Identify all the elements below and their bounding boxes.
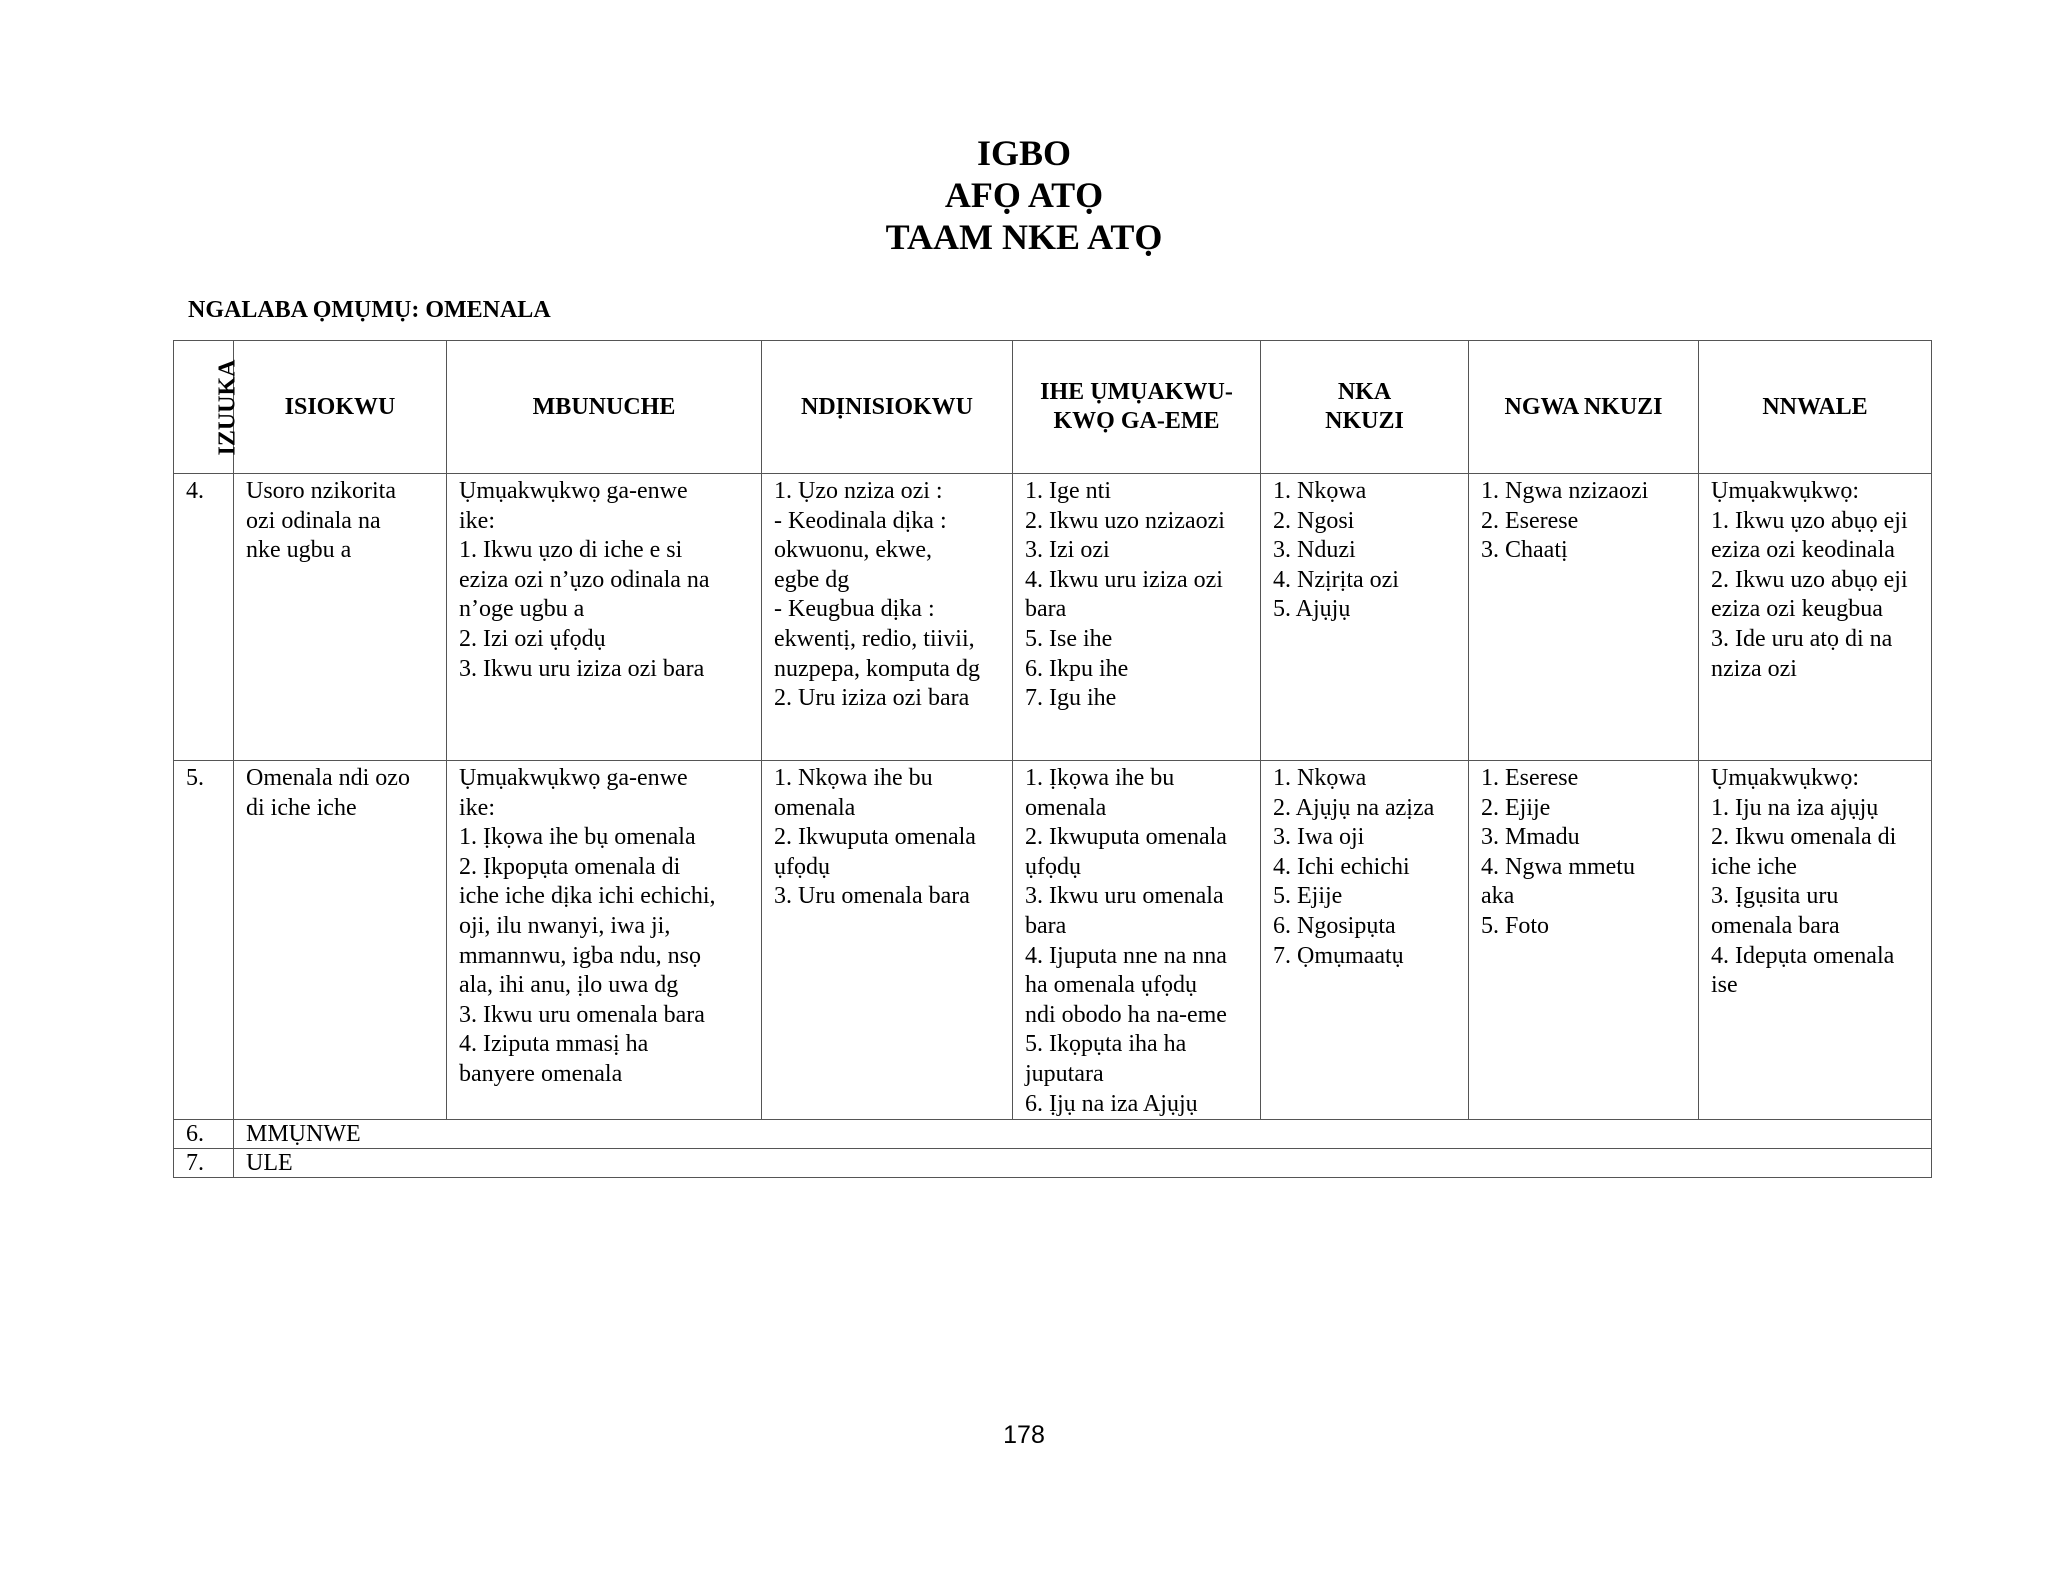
cell-line: bara	[1025, 912, 1067, 939]
cell-line: 1. Ngwa nzizaozi	[1481, 478, 1649, 504]
column-header-nnwale: NNWALE	[1699, 341, 1932, 474]
cell-line: 1. Eserese	[1481, 765, 1579, 791]
cell-line: 5. Ejije	[1273, 883, 1343, 910]
nka-nkuzi-cell	[1261, 474, 1469, 761]
cell-line: 4. Ikwu uru iziza ozi	[1025, 566, 1223, 593]
cell-line: 4. Ijuputa nne na nna	[1025, 942, 1227, 969]
cell-line: egbe dg	[774, 566, 850, 593]
cell-line: omenala	[774, 794, 856, 821]
cell-line: 5. Ise ihe	[1025, 625, 1113, 652]
cell-line: 2. Ajụjụ na azịza	[1273, 794, 1435, 821]
cell-line: ise	[1711, 972, 1738, 999]
cell-line: Usoro nzikorita	[246, 478, 396, 504]
document-title	[0, 132, 2048, 258]
cell-line: eziza ozi keodinala	[1711, 537, 1895, 564]
nnwale-cell	[1699, 474, 1932, 761]
mbunuche-cell	[447, 761, 762, 1120]
column-header-isiokwu: ISIOKWU	[234, 341, 447, 474]
cell-line: ekwentị, redio, tiivii,	[774, 625, 975, 652]
cell-line: omenala	[1025, 794, 1107, 821]
nka-nkuzi-cell	[1261, 761, 1469, 1120]
table-row	[174, 474, 1932, 761]
cell-line: 2. Eserese	[1481, 507, 1579, 534]
cell-line: 6. Ikpu ihe	[1025, 655, 1129, 682]
isiokwu-cell	[234, 761, 447, 1120]
cell-line: 3. Iwa oji	[1273, 824, 1365, 851]
title-line-subject: IGBO	[976, 133, 1072, 173]
cell-line: 2. Izi ozi ụfọdụ	[459, 625, 606, 652]
title-line-year: AFỌ ATỌ	[944, 175, 1104, 215]
cell-line: 1. Ịkọwa ihe bụ omenala	[459, 824, 696, 851]
week-cell: 7.	[174, 1149, 234, 1178]
cell-line: 2. Ịkpopụta omenala di	[459, 853, 681, 880]
column-header-nka-nkuzi: NKA NKUZI	[1261, 341, 1469, 474]
cell-line: 2. Ikwuputa omenala	[1025, 824, 1227, 851]
ihe-umuakwukwo-cell	[1013, 474, 1261, 761]
cell-line: 3. Nduzi	[1273, 537, 1356, 564]
cell-line: 7. Ọmụmaatụ	[1273, 942, 1404, 969]
cell-line: 3. Uru omenala bara	[774, 883, 970, 910]
cell-line: 3. Ikwu uru iziza ozi bara	[459, 655, 705, 682]
cell-line: 3. Ikwu uru omenala	[1025, 883, 1224, 910]
cell-line: ndi obodo ha na-eme	[1025, 1001, 1227, 1028]
cell-line: 4. Idepụta omenala	[1711, 942, 1895, 969]
cell-line: 3. Izi ozi	[1025, 537, 1110, 564]
cell-line: iche iche dịka ichi echichi,	[459, 883, 716, 910]
cell-line: 2. Ikwu uzo abụọ eji	[1711, 566, 1908, 593]
cell-line: iche iche	[1711, 853, 1797, 880]
cell-line: ala, ihi anu, ịlo uwa dg	[459, 972, 679, 999]
ihe-umuakwukwo-cell	[1013, 761, 1261, 1120]
cell-line: bara	[1025, 596, 1067, 623]
cell-line: 3. Ịgụsita uru	[1711, 883, 1839, 910]
cell-line: ụfọdụ	[774, 853, 830, 880]
cell-line: 5. Ajụjụ	[1273, 596, 1351, 623]
ngwa-nkuzi-cell	[1469, 474, 1699, 761]
cell-line: banyere omenala	[459, 1060, 623, 1087]
mbunuche-cell	[447, 474, 762, 761]
isiokwu-cell	[234, 474, 447, 761]
ndinisiokwu-cell	[762, 761, 1013, 1120]
cell-line: di iche iche	[246, 794, 357, 821]
cell-line: n’oge ugbu a	[459, 596, 585, 623]
cell-line: 3. Mmadu	[1481, 824, 1580, 851]
cell-line: 1. Nkọwa	[1273, 765, 1367, 791]
cell-line: nke ugbu a	[246, 537, 352, 564]
cell-line: Ụmụakwụkwọ ga-enwe	[459, 765, 688, 791]
column-header-ihe-umuakwukwo: IHE ỤMỤAKWU- KWỌ GA-EME	[1013, 341, 1261, 474]
column-header-ngwa-nkuzi: NGWA NKUZI	[1469, 341, 1699, 474]
cell-line: mmannwu, igba ndu, nsọ	[459, 942, 701, 969]
cell-line: 1. Ịkọwa ihe bu	[1025, 765, 1175, 791]
cell-line: okwuonu, ekwe,	[774, 537, 932, 564]
cell-line: 6. Ịjụ na iza Ajụjụ	[1025, 1090, 1198, 1117]
cell-line: 1. Nkọwa ihe bu	[774, 765, 933, 791]
cell-line: oji, ilu nwanyi, iwa ji,	[459, 912, 671, 939]
table-header-row	[174, 341, 1932, 474]
cell-line: 2. Ikwuputa omenala	[774, 824, 976, 851]
cell-line: 4. Iziputa mmasị ha	[459, 1031, 649, 1058]
cell-line: Ụmụakwụkwọ:	[1711, 478, 1859, 504]
cell-line: 2. Ikwu omenala di	[1711, 824, 1897, 851]
cell-line: eziza ozi n’ụzo odinala na	[459, 566, 710, 593]
table-row	[174, 761, 1932, 1120]
cell-line: 3. Chaatị	[1481, 537, 1568, 564]
cell-line: 2. Ejije	[1481, 794, 1551, 821]
cell-line: nziza ozi	[1711, 655, 1797, 682]
cell-line: 1. Ụzo nziza ozi :	[774, 478, 943, 504]
cell-line: - Keugbua dịka :	[774, 596, 935, 623]
cell-line: Omenala ndi ozo	[246, 765, 410, 791]
cell-line: ha omenala ụfọdụ	[1025, 972, 1197, 999]
ngwa-nkuzi-cell	[1469, 761, 1699, 1120]
cell-line: 1. Iju na iza ajụjụ	[1711, 794, 1879, 821]
cell-line: 6. Ngosipụta	[1273, 912, 1396, 939]
cell-line: juputara	[1025, 1060, 1104, 1087]
cell-line: Ụmụakwụkwọ:	[1711, 765, 1859, 791]
cell-line: 3. Ikwu uru omenala bara	[459, 1001, 705, 1028]
column-header-izuuka: IZUUKA	[174, 341, 234, 474]
exam-label: ULE	[234, 1149, 1932, 1178]
cell-line: 1. Nkọwa	[1273, 478, 1367, 504]
ndinisiokwu-cell	[762, 474, 1013, 761]
cell-line: 2. Uru iziza ozi bara	[774, 685, 970, 712]
cell-line: ozi odinala na	[246, 507, 381, 534]
scheme-of-work-table	[173, 340, 1932, 1178]
page-number: 178	[1003, 1421, 1045, 1449]
cell-line: 4. Ichi echichi	[1273, 853, 1410, 880]
cell-line: nuzpepa, komputa dg	[774, 655, 980, 682]
cell-line: ike:	[459, 507, 495, 534]
cell-line: aka	[1481, 883, 1515, 910]
column-header-ndinisiokwu: NDỊNISIOKWU	[762, 341, 1013, 474]
cell-line: Ụmụakwụkwọ ga-enwe	[459, 478, 688, 504]
cell-line: 1. Ikwu ụzo di iche e si	[459, 537, 683, 564]
cell-line: 5. Foto	[1481, 912, 1550, 939]
cell-line: omenala bara	[1711, 912, 1840, 939]
week-cell: 4.	[174, 474, 234, 761]
cell-line: 4. Nzịrịta ozi	[1273, 566, 1399, 593]
cell-line: 2. Ikwu uzo nzizaozi	[1025, 507, 1225, 534]
cell-line: 2. Ngosi	[1273, 507, 1355, 534]
cell-line: 1. Ikwu ụzo abụọ eji	[1711, 507, 1908, 534]
cell-line: 5. Ikọpụta iha ha	[1025, 1031, 1187, 1058]
week-cell: 5.	[174, 761, 234, 1120]
title-line-term: TAAM NKE ATỌ	[885, 217, 1163, 257]
cell-line: 4. Ngwa mmetu	[1481, 853, 1635, 880]
nnwale-cell	[1699, 761, 1932, 1120]
section-label: NGALABA ỌMỤMỤ: OMENALA	[188, 297, 551, 323]
cell-line: - Keodinala dịka :	[774, 507, 947, 534]
revision-label: MMỤNWE	[234, 1120, 1932, 1149]
week-cell: 6.	[174, 1120, 234, 1149]
cell-line: 7. Igu ihe	[1025, 685, 1117, 712]
table-row-revision	[174, 1120, 1932, 1149]
cell-line: 1. Ige nti	[1025, 478, 1111, 504]
cell-line: ụfọdụ	[1025, 853, 1081, 880]
cell-line: 3. Ide uru atọ di na	[1711, 625, 1893, 652]
table-row-exam	[174, 1149, 1932, 1178]
cell-line: eziza ozi keugbua	[1711, 596, 1883, 623]
column-header-mbunuche: MBUNUCHE	[447, 341, 762, 474]
cell-line: ike:	[459, 794, 495, 821]
